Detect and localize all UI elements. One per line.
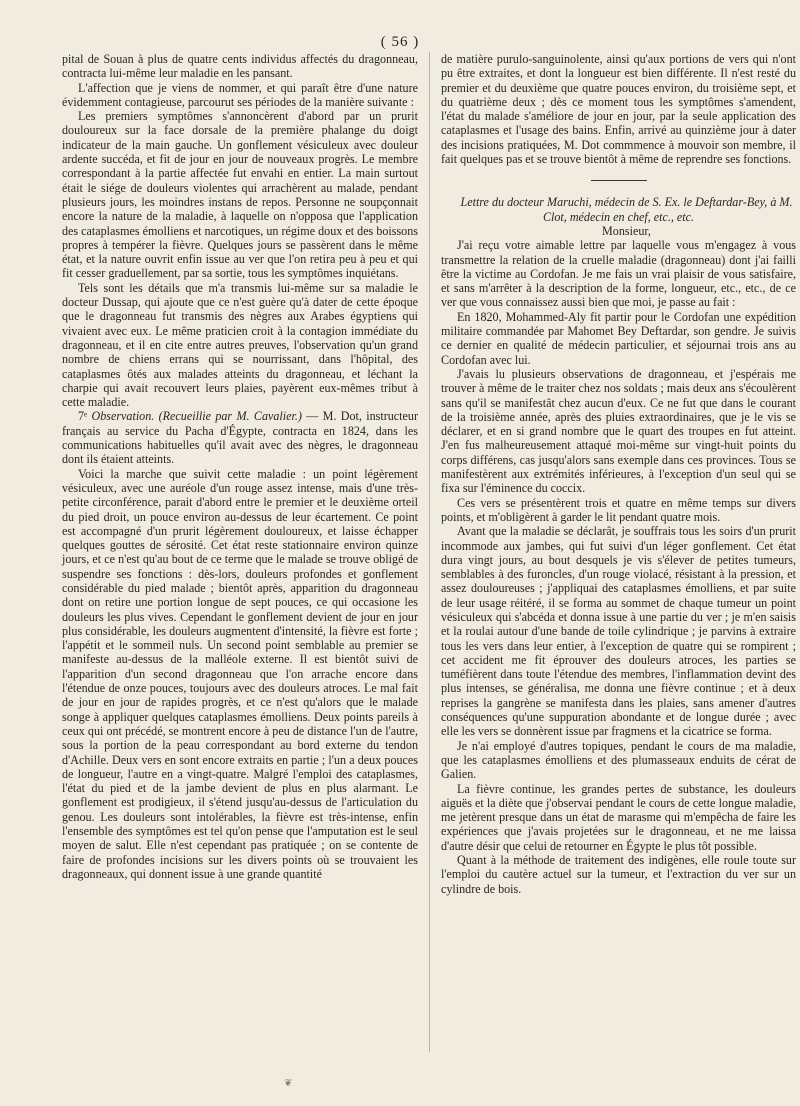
paragraph: J'ai reçu votre aimable lettre par laquelle vous m'engagez à vous transmettre la relation de la cruelle maladie (dragonneau) dont j'ai failli être la victime au Cordofan. Je me fais un vrai plaisir de vous satisfaire, et sans m'arrêter à la description de la forme, longueur, etc., etc., de ce ver que vous connaissez aussi bien que moi, je passe au fait :	[441, 238, 796, 310]
paragraph: Je n'ai employé d'autres topiques, pendant le cours de ma maladie, que les cataplasmes émolliens et des plumasseaux enduits de cérat de Galien.	[441, 738, 796, 782]
ornament-mark: ❦	[284, 1078, 293, 1089]
paragraph: pital de Souan à plus de quatre cents individus affectés du dragonneau, contracta lui-même leur maladie en les pansant.	[62, 52, 418, 81]
paragraph: Les premiers symptômes s'annoncèrent d'abord par un prurit douloureux sur la face dorsale de la première phalange du doigt indicateur de la main gauche. Un gonflement vésiculeux avec douleur ardente succéda, et fit de jour en jour de nouveaux progrès. Le membre correspondant à la partie affectée fut envahi en entier. La main surtout était le siége de douleurs violentes qui arrachèrent au malade, pendant plusieurs jours, les moindres instans de repos. Personne ne soupçonnait encore la nature de la maladie, à laquelle on n'opposa que l'application des cataplasmes émolliens et narcotiques, un régime doux et des boissons propres à tempérer la fièvre. Quelques jours se passèrent dans le même état, et la nature ouvrit enfin issue au ver que l'on retira peu à peu et qui fit cesser graduellement, par sa sortie, tous les symptômes inquiétans.	[62, 109, 418, 281]
letter-title: Lettre du docteur Maruchi, médecin de S. Ex. le Deftardar-Bey, à M. Clot, médecin en chef, etc., etc.	[460, 195, 793, 224]
section-separator	[591, 180, 647, 181]
observation-source: (Recueillie par M. Cavalier.)	[158, 409, 302, 424]
paragraph: Quant à la méthode de traitement des indigènes, elle roule toute sur l'emploi du cautère actuel sur la tumeur, et l'extraction du ver sur un cylindre de bois.	[441, 853, 796, 896]
paragraph: La fièvre continue, les grandes pertes de substance, les douleurs aiguës et la diète que j'observai pendant le cours de cette longue maladie, me jetèrent presque dans un état de marasme qui m'empêcha de faire les expériences que j'avais projetées sur le dragonneau, et ne me laissa d'autre désir que celui de retourner en Égypte le plus tôt possible.	[441, 781, 796, 853]
paragraph: En 1820, Mohammed-Aly fit partir pour le Cordofan une expédition militaire commandée par Mahomet Bey Deftardar, son gendre. Je suivis ce dernier en qualité de médecin particulier, et séjournai trois ans au Cordofan avec lui.	[441, 309, 796, 367]
salutation: Monsieur,	[602, 223, 651, 238]
right-column	[441, 52, 796, 896]
paragraph: J'avais lu plusieurs observations de dragonneau, et j'espérais me trouver à même de le traiter chez nos soldats ; mais deux ans s'écoulèrent sans qu'il se manifestât chez aucun d'eux. Ce ne fut que dans le courant de la troisième année, après des pluies extraordinaires, que je le vis se déclarer, et en si grand nombre que le quart des troupes en fut atteint. J'en fus malheureusement attaqué moi-même sur vingt-huit points du corps différens, cas jusqu'alors sans exemple dans ces provinces. Tous se manifestèrent aux extrémités inférieures, à l'exception d'un seul qui se fixa sur l'éminence du coccix.	[441, 366, 796, 496]
paragraph: Tels sont les détails que m'a transmis lui-même sur sa maladie le docteur Dussap, qui ajoute que ce n'est guère qu'à dater de cette époque que le dragonneau fut transmis des nègres aux Arabes égyptiens qui vivaient avec eux. Le même praticien croit à la contagion immédiate du dragonneau, et il en cite entre autres preuves, l'observation qu'un grand nombre de chiens errans qui se nourrissant, dans l'hôpital, des cataplasmes ôtés aux malades atteints du dragonneau, et léchant la charpie qui avait recouvert leurs plaies, payèrent eux-mêmes tribut à cette maladie.	[62, 280, 418, 410]
observation-label: Observation.	[91, 409, 155, 424]
paragraph: Ces vers se présentèrent trois et quatre en même temps sur divers points, et m'obligèrent à garder le lit pendant quatre mois.	[441, 495, 796, 524]
paragraph: de matière purulo-sanguinolente, ainsi qu'aux portions de vers qui n'ont pu être extraites, et dont la longueur est bien différente. Il n'est resté du premier et du deuxième que quatre pouces environ, du troisième sept, et du quatrième deux ; dès ce moment tous les symptômes s'amendent, l'état du malade s'améliore de jour en jour, par la seule application des cataplasmes et l'usage des bains. Enfin, arrivé au quinzième jour à dater des incisions pratiquées, M. Dot commmence à mouvoir son membre, il fait quelques pas et se trouve bientôt à même de reprendre ses fonctions.	[441, 52, 796, 167]
observation-number: 7ᵉ	[78, 409, 88, 424]
column-divider	[429, 52, 430, 1052]
left-column	[62, 52, 418, 881]
paragraph: L'affection que je viens de nommer, et qui paraît être d'une nature évidemment contagieuse, parcourut ses périodes de la manière suivante :	[62, 80, 418, 109]
observation-paragraph	[62, 409, 418, 466]
paragraph: Avant que la maladie se déclarât, je souffrais tous les soirs d'un prurit incommode aux jambes, qui fut suivi d'un léger gonflement. Cet état dura vingt jours, au bout desquels je vis s'élever de petites tumeurs, semblables à des furoncles, d'un rouge violacé, résistant à la pression, et assez douloureuses ; j'appliquai des cataplasmes émolliens, et par suite de leur usage réitéré, il se forma au sommet de chaque tumeur un point vésiculeux qui s'abcéda et donna issue à une partie du ver ; je m'en saisis et la roulai autour d'une bande de toile cylindrique ; je parvins à extraire tous les vers dans leur entier, à l'exception de quatre qui se rompirent ; cet accident me fit éprouver des douleurs atroces, les parties se tuméfièrent dans toute l'étendue des membres, l'inflammation devint des plus intenses, se généralisa, me donna une fièvre continue ; et à deux reprises la gangrène se manifesta dans les plaies, sans amener d'autres conséquences qu'une suppuration abondante et de longue durée ; avec elle les vers se donnèrent issue par fragmens et la cicatrice se forma.	[441, 524, 796, 739]
page-number: ( 56 )	[380, 34, 420, 50]
observation-text: — M. Dot, instructeur français au service du Pacha d'Égypte, contracta en 1824, dans les communications habituelles qu'il avait avec des nègres, le dragonneau dont ils étaient atteints.	[62, 409, 418, 467]
paragraph: Voici la marche que suivit cette maladie : un point légèrement vésiculeux, avec une auréole d'un rouge assez intense, mais d'une très-petite circonférence, parait d'abord entre le premier et le deuxième orteil du pied droit, un pouce environ au-dessus de leur écartement. Ce point est accompagné d'un prurit légèrement douloureux, et laisse échapper quelques gouttes de sérosité. Cet état reste stationnaire environ quinze jours, et ce n'est qu'au bout de ce terme que le malade se trouve obligé de suspendre ses fonctions : dès-lors, douleurs profondes et gonflement considérable du pied malade ; bientôt après, apparition du dragonneau dont on retire une portion longue de sept pouces, ce qui occasione les douleurs les plus vives. Cependant le gonflement devient de jour en jour plus considérable, les douleurs augmentent d'intensité, la fièvre est forte ; l'appétit et le sommeil nuls. Un second point semblable au premier se manifeste au-dessus de la malléole externe. Il est bientôt suivi de l'apparition d'un second dragonneau que l'on arrache encore dans l'étendue de onze pouces, toujours avec des douleurs atroces. Le mal fait de jour en jour de rapides progrès, et ce n'est qu'alors que le malade songe à appliquer quelques cataplasmes émolliens. Deux points pareils à ceux qui ont précédé, se montrent encore à peu de distance l'un de l'autre, sous la portion de la peau correspondant au bord externe du tendon d'Achille. Deux vers en sont encore extraits en partie ; l'un a deux pouces de longueur, l'autre en a vingt-quatre. Malgré l'emploi des cataplasmes, l'état du pied et de la jambe devient de plus en plus alarmant. Le gonflement est prodigieux, il s'étend jusqu'au-dessus de l'articulation du genou. Les douleurs sont intolérables, la fièvre est très-intense, enfin l'ensemble des symptômes est tel qu'on pense que l'amputation est le seul moyen de salut. Elle n'est cependant pas pratiquée ; on se contente de faire de profondes incisions sur les divers points où se trouvaient les dragonneaux, qui donnent issue à une grande quantité	[62, 466, 418, 881]
